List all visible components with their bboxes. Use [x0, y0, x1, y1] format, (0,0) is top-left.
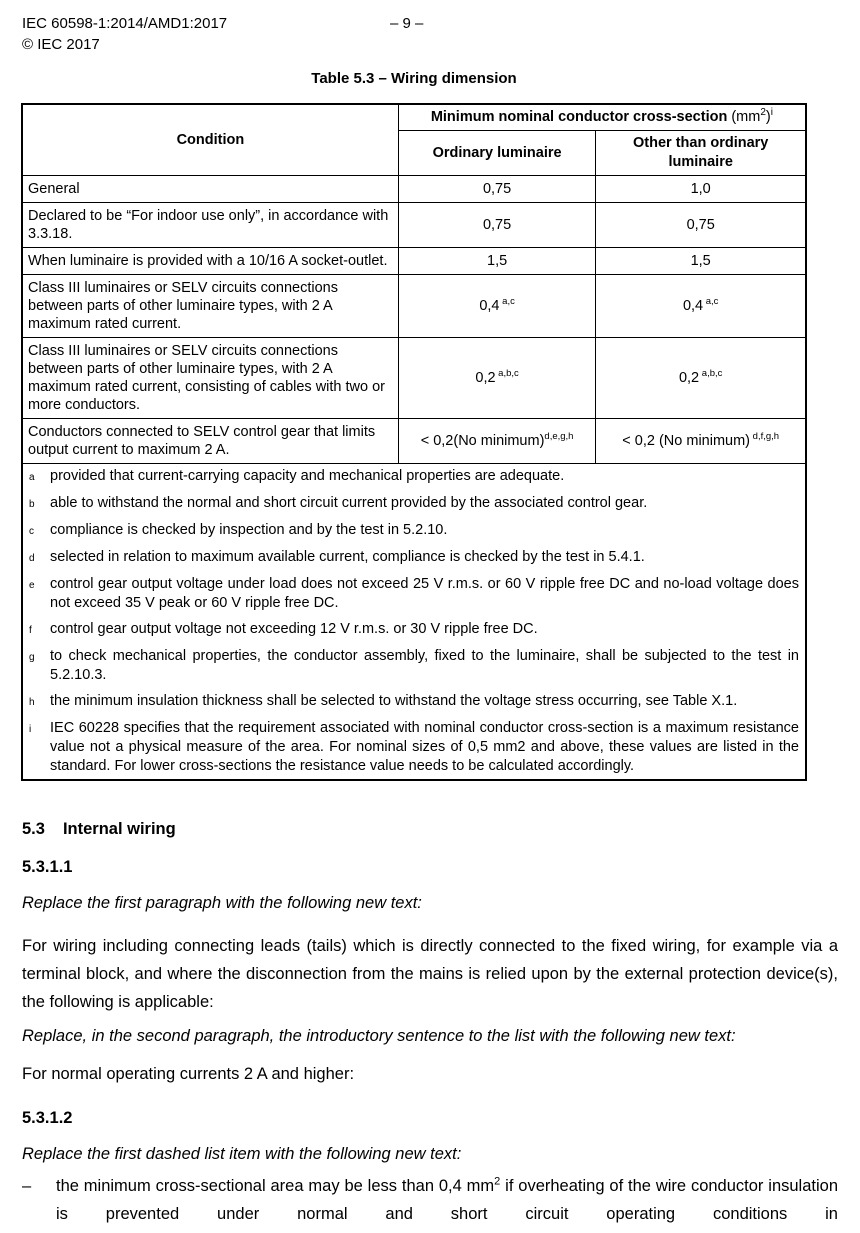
body-content [22, 815, 838, 1228]
copyright-notice: © IEC 2017 [22, 36, 100, 53]
column-header-other: Other than ordinary luminaire [596, 131, 806, 176]
footnote [29, 620, 799, 640]
footnote-marker: f [29, 625, 32, 636]
condition-cell: Declared to be “For indoor use only”, in accordance with 3.3.18. [22, 203, 398, 248]
footnote [29, 467, 799, 487]
value-cell-other: 1,0 [596, 176, 806, 203]
dash-list-item [22, 1172, 838, 1228]
footnote [29, 647, 799, 685]
footnote [29, 521, 799, 541]
condition-cell: Class III luminaires or SELV circuits connections between parts of other luminaire types, with 2 A maximum rated current. [22, 275, 398, 338]
column-header-condition: Condition [22, 104, 398, 176]
table-row [22, 176, 806, 203]
paragraph: For normal operating currents 2 A and higher: [22, 1065, 355, 1083]
cross-section-label: Minimum nominal conductor cross-section [430, 109, 728, 125]
footnote [29, 548, 799, 568]
dash-item-text: the minimum cross-sectional area may be less than 0,4 $mm^2$ if overheating of the wire conductor insulation is prevented under normal and short circuit operating conditions in [56, 1175, 838, 1223]
section-heading-5-3-1-1: 5.3.1.1 [22, 858, 73, 876]
value-cell-ordinary: < 0,2(No minimum)$^{d,e,g,h}$ [398, 419, 596, 464]
table-title: Table 5.3 – Wiring dimension [311, 70, 517, 87]
standard-reference: IEC 60598-1:2014/AMD1:2017 [22, 15, 228, 32]
value-cell-ordinary: 0,2 $^{a,b,c}$ [398, 338, 596, 419]
paragraph: For wiring including connecting leads (tails) which is directly connected to the fixed wiring, for example via a terminal block, and where the disconnection from the mains is relied upon by the external protection device(s), the following is applicable: [22, 937, 838, 1011]
value-cell-other: 1,5 [596, 248, 806, 275]
table-row [22, 275, 806, 338]
page-header [0, 0, 860, 55]
footnote-marker: d [29, 553, 35, 564]
value-cell-ordinary: 0,75 [398, 176, 596, 203]
table-row [22, 338, 806, 419]
condition-cell: Class III luminaires or SELV circuits connections between parts of other luminaire types, with 2 A maximum rated current, consisting of cables with two or more conductors. [22, 338, 398, 419]
footnote [29, 494, 799, 514]
footnote [29, 692, 799, 712]
cross-section-unit: $(mm^2)^i$ [731, 107, 773, 125]
condition-cell: General [22, 176, 398, 203]
column-header-ordinary: Ordinary luminaire [398, 131, 596, 176]
section-heading-5-3 [22, 815, 838, 843]
footnote-text: control gear output voltage under load does not exceed 25 V r.m.s. or 60 V ripple free DC and no-load voltage does not exceed 35 V peak or 60 V ripple free DC. [50, 576, 799, 611]
amendment-instruction: Replace, in the second paragraph, the introductory sentence to the list with the following new text: [22, 1027, 736, 1045]
footnote-ref-i: i [770, 107, 773, 119]
footnote [29, 719, 799, 776]
amendment-instruction: Replace the first paragraph with the following new text: [22, 894, 422, 912]
value-cell-ordinary: 1,5 [398, 248, 596, 275]
table-row [22, 203, 806, 248]
footnote-text: control gear output voltage not exceeding 12 V r.m.s. or 30 V ripple free DC. [50, 621, 538, 637]
footnote-text: compliance is checked by inspection and by the test in 5.2.10. [50, 522, 448, 538]
table-footnotes [22, 464, 806, 781]
footnote-text: IEC 60228 specifies that the requirement associated with nominal conductor cross-section is a maximum resistance value not a physical measure of the area. For nominal sizes of 0,5 mm2 and above, these values are listed in the standard. For lower cross-sections the resistance value needs to be calculated accordingly. [50, 720, 799, 774]
value-cell-other: < 0,2 (No minimum) $^{d,f,g,h}$ [596, 419, 806, 464]
footnote-text: provided that current-carrying capacity and mechanical properties are adequate. [50, 468, 565, 484]
footnote-marker: a [29, 472, 35, 483]
footnote-marker: g [29, 652, 35, 663]
table-row [22, 248, 806, 275]
condition-cell: Conductors connected to SELV control gear that limits output current to maximum 2 A. [22, 419, 398, 464]
footnote-marker: i [29, 724, 32, 735]
footnote-text: the minimum insulation thickness shall be selected to withstand the voltage stress occurring, see Table X.1. [50, 693, 738, 709]
table-header-row [22, 104, 806, 131]
wiring-dimension-table [21, 103, 807, 781]
footnote-text: able to withstand the normal and short circuit current provided by the associated control gear. [50, 495, 648, 511]
footnote-marker: c [29, 526, 34, 537]
footnote-marker: h [29, 697, 35, 708]
footnote-marker: e [29, 580, 35, 591]
value-cell-other: 0,2 $^{a,b,c}$ [596, 338, 806, 419]
table-row [22, 419, 806, 464]
table-footnotes-row [22, 464, 806, 781]
value-cell-other: 0,75 [596, 203, 806, 248]
footnote-marker: b [29, 499, 35, 510]
section-number: 5.3 [22, 820, 45, 838]
amendment-instruction: Replace the first dashed list item with the following new text: [22, 1145, 462, 1163]
value-cell-ordinary: 0,75 [398, 203, 596, 248]
section-heading-5-3-1-2: 5.3.1.2 [22, 1109, 73, 1127]
section-title: Internal wiring [62, 820, 176, 838]
page-number: – 9 – [390, 15, 424, 32]
condition-cell: When luminaire is provided with a 10/16 A socket-outlet. [22, 248, 398, 275]
footnote-text: selected in relation to maximum available current, compliance is checked by the test in 5.4.1. [50, 549, 645, 565]
value-cell-ordinary: 0,4 $^{a,c}$ [398, 275, 596, 338]
value-cell-other: 0,4 $^{a,c}$ [596, 275, 806, 338]
dash-bullet: – [22, 1177, 32, 1195]
column-header-cross-section [398, 104, 806, 131]
footnote [29, 575, 799, 613]
footnote-text: to check mechanical properties, the conductor assembly, fixed to the luminaire, shall be subjected to the test in 5.2.10.3. [50, 648, 799, 683]
